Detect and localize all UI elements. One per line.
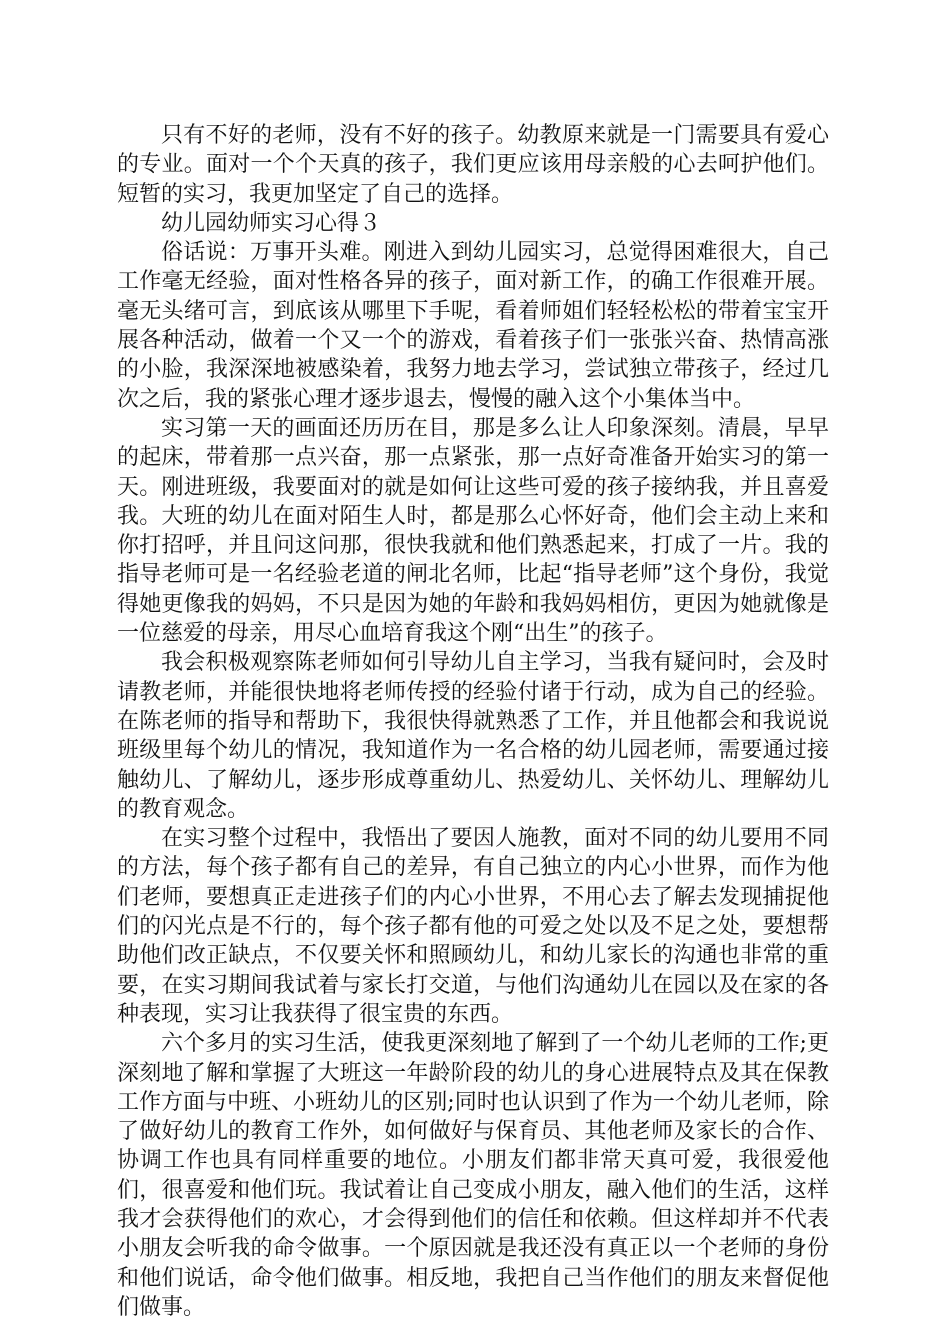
paragraph-3: 实习第一天的画面还历历在目，那是多么让人印象深刻。清晨，早早的起床，带着那一点兴奋，那一点紧张，那一点好奇准备开始实习的第一天。刚进班级，我要面对的就是如何让这些可爱的孩子接纳我，并且喜爱我。大班的幼儿在面对陌生人时，都是那么心怀好奇，他们会主动上来和你打招呼，并且问这问那，很快我就和他们熟悉起来，打成了一片。我的指导老师可是一名经验老道的闸北名师，比起“指导老师”这个身份，我觉得她更像我的妈妈，不只是因为她的年龄和我妈妈相仿，更因为她就像是一位慈爱的母亲，用尽心血培育我这个刚“出生”的孩子。	[117, 415, 829, 647]
paragraph-1: 只有不好的老师，没有不好的孩子。幼教原来就是一门需要具有爱心的专业。面对一个个天真的孩子，我们更应该用母亲般的心去呵护他们。短暂的实习，我更加坚定了自己的选择。	[117, 123, 829, 207]
paragraph-6: 六个多月的实习生活，使我更深刻地了解到了一个幼儿老师的工作;更深刻地了解和掌握了大班这一年龄阶段的幼儿的身心进展特点及其在保教工作方面与中班、小班幼儿的区别;同时也认识到了作为一个幼儿老师，除了做好幼儿的教育工作外，如何做好与保育员、其他老师及家长的合作、协调工作也具有同样重要的地位。小朋友们都非常天真可爱，我很爱他们，很喜爱和他们玩。我试着让自己变成小朋友，融入他们的生活，这样我才会获得他们的欢心，才会得到他们的信任和依赖。但这样却并不代表小朋友会听我的命令做事。一个原因就是我还没有真正以一个老师的身份和他们说话，命令他们做事。相反地，我把自己当作他们的朋友来督促他们做事。	[117, 1031, 829, 1320]
document-body	[117, 121, 829, 1322]
section-heading: 幼儿园幼师实习心得３	[161, 210, 382, 236]
paragraph-5: 在实习整个过程中，我悟出了要因人施教，面对不同的幼儿要用不同的方法，每个孩子都有自己的差异，有自己独立的内心小世界，而作为他们老师，要想真正走进孩子们的内心小世界，不用心去了解去发现捕捉他们的闪光点是不行的，每个孩子都有他的可爱之处以及不足之处，要想帮助他们改正缺点，不仅要关怀和照顾幼儿，和幼儿家长的沟通也非常的重要，在实习期间我试着与家长打交道，与他们沟通幼儿在园以及在家的各种表现，实习让我获得了很宝贵的东西。	[117, 826, 829, 1027]
paragraph-2: 俗话说：万事开头难。刚进入到幼儿园实习，总觉得困难很大，自己工作毫无经验，面对性格各异的孩子，面对新工作，的确工作很难开展。毫无头绪可言，到底该从哪里下手呢，看着师姐们轻轻松松的带着宝宝开展各种活动，做着一个又一个的游戏，看着孩子们一张张兴奋、热情高涨的小脸，我深深地被感染着，我努力地去学习，尝试独立带孩子，经过几次之后，我的紧张心理才逐步退去，慢慢的融入这个小集体当中。	[117, 240, 829, 412]
paragraph-4: 我会积极观察陈老师如何引导幼儿自主学习，当我有疑问时，会及时请教老师，并能很快地将老师传授的经验付诸于行动，成为自己的经验。在陈老师的指导和帮助下，我很快得就熟悉了工作，并且他都会和我说说班级里每个幼儿的情况，我知道作为一名合格的幼儿园老师，需要通过接触幼儿、了解幼儿，逐步形成尊重幼儿、热爱幼儿、关怀幼儿、理解幼儿的教育观念。	[117, 650, 829, 822]
